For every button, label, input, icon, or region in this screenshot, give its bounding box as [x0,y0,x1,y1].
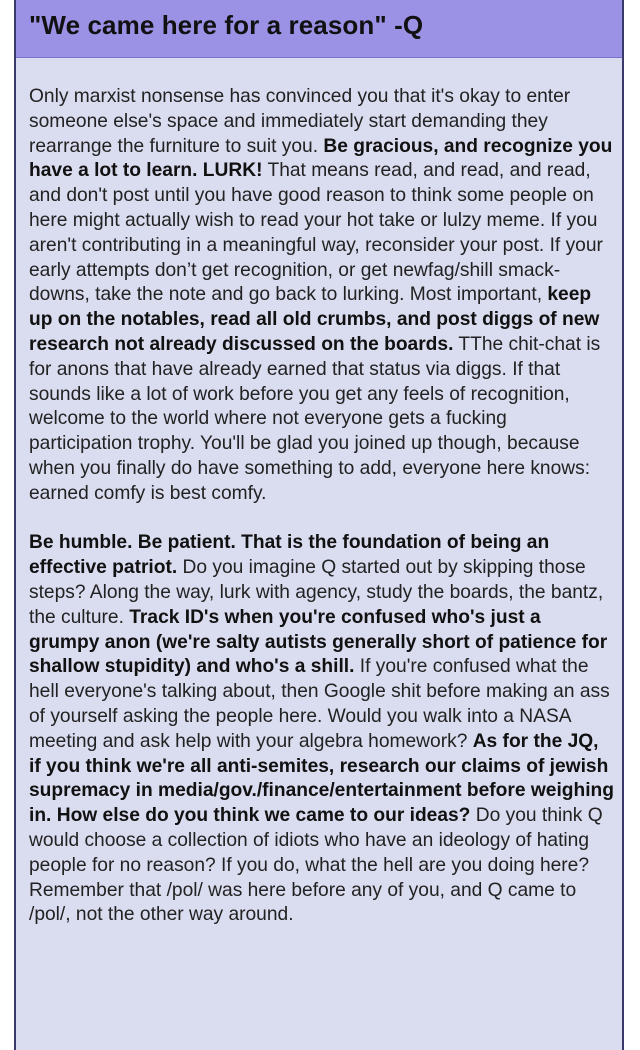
post-paragraph [29,85,614,507]
post-title: "We came here for a reason" -Q [29,10,424,40]
text-segment: Only marxist nonsense has convinced you that it's okay to enter someone else's space and immediately start demanding they rearrange the furniture to suit you. [29,86,571,157]
post-panel [14,0,624,1050]
text-segment: TThe chit-chat is for anons that have already earned that status via diggs. If that sounds like a lot of work before you get any feels of recognition, welcome to the world where not everyone gets a fucking participation trophy. You'll be glad you joined up though, because when you finally do have something to add, everyone here knows: earned comfy is best comfy. [29,333,601,504]
text-segment: That means read, and read, and read, and don't post until you have good reason to think some people on here might actually wish to read your hot take or lulzy meme. If you aren't contributing in a meaningful way, reconsider your post. If your early attempts don’t get recognition, or get newfag/shill smack-downs, take the note and go back to lurking. Most important, [29,160,603,306]
bold-text-segment: keep up on the notables, read all old crumbs, and post diggs of new research not already discussed on the boards. [29,284,600,355]
bold-text-segment: Track ID's when you're confused who's just a grumpy anon (we're salty autists generally short of patience for shallow stupidity) and who's a shill. [29,606,608,678]
bold-text-segment: Be humble. Be patient. That is the foundation of being an effective patriot. [29,532,550,579]
post-paragraph [29,531,614,928]
bold-text-segment: Be gracious, and recognize you have a lot to learn. LURK! [29,135,613,182]
text-segment: If you're confused what the hell everyone's talking about, then Google shit before making an ass of yourself asking the people here. Would you walk into a NASA meeting and ask help with your algebra homework? [29,656,610,752]
text-segment: Do you think Q would choose a collection of idiots who have an ideology of hating people for no reason? If you do, what the hell are you doing here? Remember that /pol/ was here before any of you, and Q came to /pol/, not the other way around. [29,805,603,926]
post-body [16,58,622,928]
bold-text-segment: As for the JQ, if you think we're all anti-semites, research our claims of jewish supremacy in media/gov./finance/entertainment before weighing in. How else do you think we came to our ideas? [29,730,614,827]
text-segment: Do you imagine Q started out by skipping those steps? Along the way, lurk with agency, study the boards, the bantz, the culture. [29,557,604,628]
post-header [16,0,622,58]
